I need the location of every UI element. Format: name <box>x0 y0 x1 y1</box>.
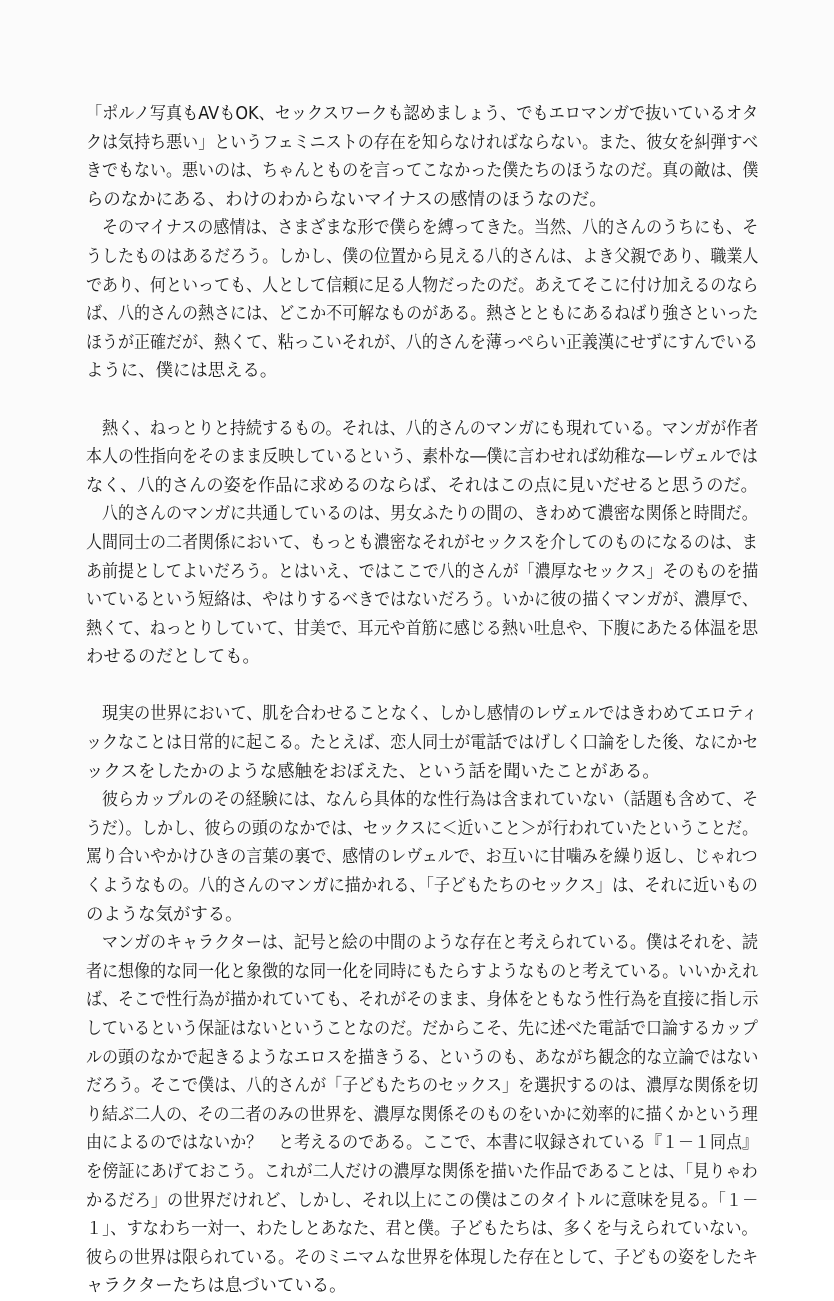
text-line: らのなかにある、わけのわからないマイナスの感情のほうなのだ。 <box>86 189 607 210</box>
text-line: わせるのだとしても。 <box>86 647 260 668</box>
text-line: ックスをしたかのような感触をおぼえた、という話を聞いたことがある。 <box>86 761 660 782</box>
text-line: 由によるのではないか？ と考えるのである。ここで、本書に収録されている『１－１同点』 <box>86 1133 759 1154</box>
text-line: ルの頭のなかで起きるようなエロスを描きうる、というのも、あながち観念的な立論ではない <box>86 1047 759 1068</box>
text-line: 熱く、ねっとりと持続するもの。それは、八的さんのマンガにも現れている。マンガが作者 <box>86 418 759 439</box>
text-line: であり、何といっても、人として信頼に足る人物だったのだ。あえてそこに付け加えるのなら <box>86 275 759 296</box>
text-line: あ前提としてよいだろう。とはいえ、ではここで八的さんが「濃厚なセックス」そのものを描 <box>86 561 759 582</box>
paragraph <box>86 415 759 501</box>
paragraph-gap <box>86 672 756 701</box>
text-line: くようなもの。八的さんのマンガに描かれる、「子どもたちのセックス」は、それに近いもの <box>86 876 758 897</box>
text-line: 彼らカップルのその経験には、なんら具体的な性行為は含まれていない（話題も含めて、そ <box>86 790 759 811</box>
text-line: １」、すなわち一対一、わたしとあなた、君と僕。子どもたちは、多くを与えられていない。 <box>86 1219 758 1240</box>
text-line: かるだろ」の世界だけれど、しかし、それ以上にこの僕はこのタイトルに意味を見る。「１－ <box>86 1190 759 1211</box>
text-line: だろう。そこで僕は、八的さんが「子どもたちのセックス」を選択するのは、濃厚な関係を切 <box>86 1076 759 1097</box>
text-line: うだ）。しかし、彼らの頭のなかでは、セックスに＜近いこと＞が行われていたということだ。 <box>86 818 758 839</box>
paragraph-gap <box>86 386 756 415</box>
text-line: ば、そこで性行為が描かれていても、それがそのまま、身体をともなう性行為を直接に指し示 <box>86 990 759 1011</box>
text-line: 熱くて、ねっとりしていて、甘美で、耳元や首筋に感じる熱い吐息や、下腹にあたる体温を思 <box>86 618 759 639</box>
text-line: 彼らの世界は限られている。そのミニマムな世界を体現した存在として、子どもの姿をしたキ <box>86 1247 759 1268</box>
text-line: しているという保証はないということなのだ。だからこそ、先に述べた電話で口論するカップ <box>86 1019 758 1039</box>
text-line: そのマイナスの感情は、さまざまな形で僕らを縛ってきた。当然、八的さんのうちにも、そ <box>86 218 759 239</box>
text-line: うしたものはあるだろう。しかし、僕の位置から見える八的さんは、よき父親であり、職業人 <box>86 246 759 267</box>
text-line: クは気持ち悪い」というフェミニストの存在を知らなければならない。また、彼女を糾弾すべ <box>86 132 759 153</box>
paragraph <box>86 100 759 214</box>
text-line: ャラクターたちは息づいている。 <box>86 1276 347 1297</box>
text-line: なく、八的さんの姿を作品に求めるのならば、それはこの点に見いだせると思うのだ。 <box>86 475 758 496</box>
text-line: いているという短絡は、やはりするべきではないだろう。いかに彼の描くマンガが、濃厚で、 <box>86 590 759 611</box>
text-line: 罵り合いやかけひきの言葉の裏で、感情のレヴェルで、お互いに甘噛みを繰り返し、じゃれつ <box>86 847 758 868</box>
text-line: を傍証にあげておこう。これが二人だけの濃厚な関係を描いた作品であることは、「見りゃわ <box>86 1161 758 1182</box>
text-line: 八的さんのマンガに共通しているのは、男女ふたりの間の、きわめて濃密な関係と時間だ。 <box>86 504 758 525</box>
text-line: ように、僕には思える。 <box>86 361 278 382</box>
text-line: 者に想像的な同一化と象徴的な同一化を同時にもたらすようなものと考えている。いいかえれ <box>86 961 759 982</box>
paragraph <box>86 786 759 929</box>
text-line: ックなことは日常的に起こる。たとえば、恋人同士が電話ではげしく口論をした後、なにかセ <box>86 733 759 754</box>
paragraph <box>86 929 759 1301</box>
text-line: 「ポルノ写真もAVもOK、セックスワークも認めましょう、でもエロマンガで抜いているオタ <box>86 104 759 124</box>
text-line: マンガのキャラクターは、記号と絵の中間のような存在と考えられている。僕はそれを、読 <box>86 933 759 954</box>
text-line: ば、八的さんの熱さには、どこか不可解なものがある。熱さとともにあるねばり強さといった <box>86 304 759 325</box>
paragraph <box>86 500 759 672</box>
text-line: 本人の性指向をそのまま反映しているという、素朴な―僕に言わせれば幼稚な―レヴェルでは <box>86 447 758 468</box>
text-line: ほうが正確だが、熱くて、粘っこいそれが、八的さんを薄っぺらい正義漢にせずにすんでいる <box>86 332 759 353</box>
paragraph <box>86 700 759 786</box>
text-line: り結ぶ二人の、その二者のみの世界を、濃厚な関係そのものをいかに効率的に描くかという理 <box>86 1104 758 1125</box>
paragraph <box>86 214 759 386</box>
text-line: きでもない。悪いのは、ちゃんとものを言ってこなかった僕たちのほうなのだ。真の敵は、僕 <box>86 161 759 182</box>
text-line: 現実の世界において、肌を合わせることなく、しかし感情のレヴェルではきわめてエロティ <box>86 704 758 725</box>
text-line: のような気がする。 <box>86 904 243 925</box>
text-line: 人間同士の二者関係において、もっとも濃密なそれがセックスを介してのものになるのは、ま <box>86 532 758 553</box>
essay-text <box>86 100 759 1301</box>
